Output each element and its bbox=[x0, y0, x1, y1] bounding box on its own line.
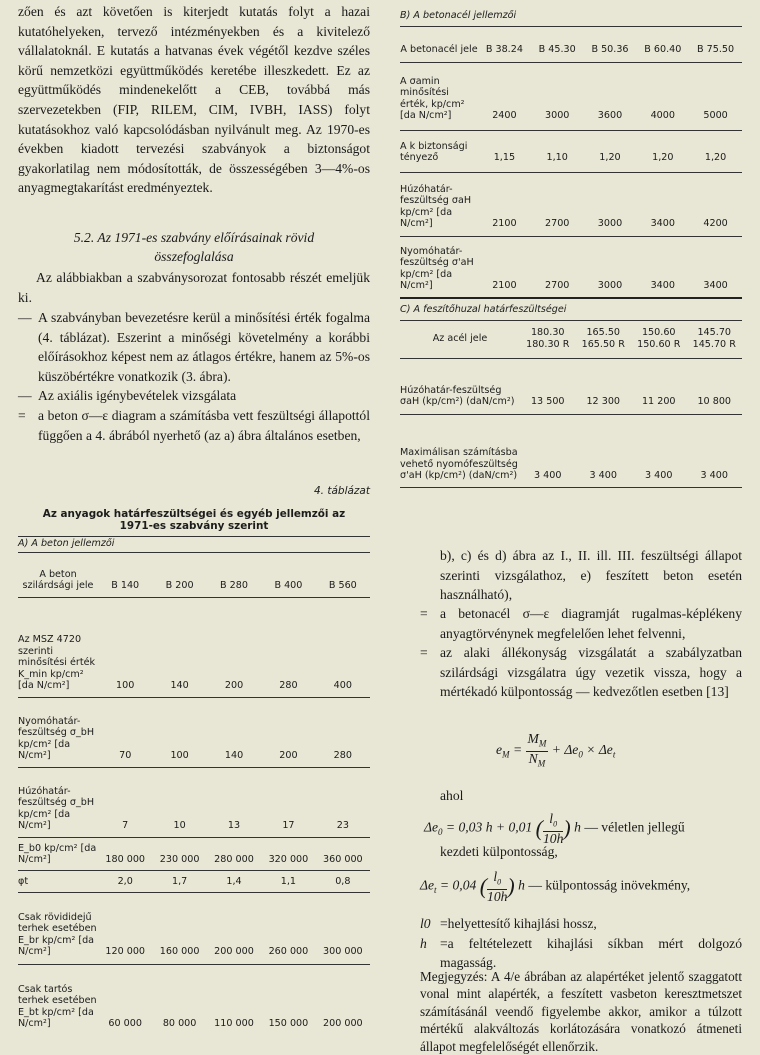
list-item: = az alaki állékonyság vizsgálatát a szabályzatban szilárdsági vizsgálatra úgy vezetik vissza, hogy a mértékadó külpontosság — kedvezőtlen esetben [13] bbox=[420, 645, 742, 700]
section-intro: Az alábbiakban a szabványsorozat fontosabb részét emeljük ki. bbox=[18, 270, 370, 305]
definition-item: l0 =helyettesítő kihajlási hossz, bbox=[420, 916, 597, 931]
equation-em bbox=[496, 732, 736, 770]
equation-de0: $\Delta e_0 = 0,03$ h + 0,01 ( $\frac{l_0}{10h}$ ) h — véletlen jellegű bbox=[424, 811, 685, 846]
table-row: Csak rövididejű terhek esetében E_br kp/cm² [da N/cm²] 120 000 160 000 200 000 260 000 300 000 bbox=[18, 911, 363, 958]
bullet-item: — Az axiális igénybevételek vizsgálata bbox=[18, 388, 237, 404]
table-a-heading: A) A beton jellemzői bbox=[18, 538, 115, 549]
equation-det: $\Delta e_t = 0,04$ ( $\frac{l_0}{10h}$ ) h — külpontosság inövekmény, bbox=[420, 869, 691, 904]
table-row: Húzóhatár-feszültség σaH kp/cm² [da N/cm²] 2100 2700 3000 3400 4200 bbox=[400, 183, 728, 230]
note-paragraph: Megjegyzés: A 4/e ábrában az alapértéket jelentő szaggatott vonal mint alapérték, a feszített vasbeton keresztmetszet számításánál veendő figyelembe akkor, amikor a túlzott mértékű alakváltozás korlátozására vonatkozó átmeneti állapot megfelelőségét ellenőrzik. bbox=[420, 969, 742, 1054]
table-4 bbox=[18, 486, 370, 1036]
equation-text: $e_M$ = $\frac{M_M}{N_M}$ + $\Delta e_0 \times \Delta e_t$ bbox=[496, 731, 616, 769]
ahol-label: ahol bbox=[440, 788, 464, 803]
table-b-heading: B) A betonacél jellemzői bbox=[400, 10, 517, 21]
table-row: Húzóhatár-feszültség σ_bH kp/cm² [da N/cm²] 7 10 13 17 23 bbox=[18, 785, 349, 832]
table-row: Maximálisan számításba vehető nyomófeszültség σ'aH (kp/cm²) (daN/cm²) 3 400 3 400 3 400 3 400 bbox=[400, 447, 728, 482]
continued-text: b), c) és d) ábra az I., II. ill. III. feszültségi állapot szerinti vizsgálathoz, e) feszített beton esetén használható), bbox=[440, 548, 742, 603]
table-row: A σamin minősítési érték, kp/cm² [da N/cm²] 2400 3000 3600 4000 5000 bbox=[400, 75, 728, 122]
section-title-line1: 5.2. Az 1971-es szabvány előírásainak rövid bbox=[73, 230, 315, 245]
definitions bbox=[420, 914, 742, 973]
bullet-list bbox=[18, 308, 370, 445]
table-row: Az MSZ 4720 szerinti minősítési érték K_min kp/cm² [da N/cm²] 100 140 200 280 400 bbox=[18, 634, 352, 692]
table-row: Csak tartós terhek esetében E_bt kp/cm² [da N/cm²] 60 000 80 000 110 000 150 000 200 000 bbox=[18, 983, 363, 1030]
table-a-header: A beton szilárdsági jele B 140 B 200 B 280 B 400 B 560 bbox=[22, 568, 357, 592]
eq1-continuation: kezdeti külpontosság, bbox=[440, 844, 558, 859]
table-4-continued bbox=[400, 4, 742, 484]
table-title: Az anyagok határfeszültségei és egyéb jellemzői az 1971-es szabvány szerint bbox=[42, 508, 346, 532]
table-label: 4. táblázat bbox=[314, 485, 370, 497]
table-row: φt 2,0 1,7 1,4 1,1 0,8 bbox=[18, 876, 351, 888]
table-row: A k biztonsági tényező 1,15 1,10 1,20 1,20 1,20 bbox=[400, 140, 727, 164]
section-title-line2: összefoglalása bbox=[154, 249, 234, 264]
table-b-header: A betonacél jele B 38.24 B 45.30 B 50.36 B 60.40 B 75.50 bbox=[400, 44, 735, 56]
list-item: = a betonacél σ—ε diagramját rugalmas-képlékeny anyagtörvénynek megfelelően lehet felvenni, bbox=[420, 606, 742, 641]
table-row: Nyomóhatár-feszültség σ_bH kp/cm² [da N/cm²] 70 100 140 200 280 bbox=[18, 715, 352, 762]
table-row: Húzóhatár-feszültség σaH (kp/cm²) (daN/cm²) 13 500 12 300 11 200 10 800 bbox=[400, 384, 732, 408]
table-c-heading: C) A feszítőhuzal határfeszültségei bbox=[400, 304, 567, 315]
table-row: E_b0 kp/cm² [da N/cm²] 180 000 230 000 280 000 320 000 360 000 bbox=[18, 842, 363, 866]
bullet-item: = a beton σ—ε diagram a számításba vett feszültségi állapottól függően a 4. ábrából nyerhető (az a) ábra általános esetben, bbox=[18, 407, 370, 443]
bullet-item: — A szabványban bevezetésre kerül a minősítési érték fogalma (4. táblázat). Eszerint a minőségi követelmény a korábbi előírásokhoz képest nem az átlagos értékre, hanem az 5%-os küszöbértékre vonatkozik (3. ábra). bbox=[18, 310, 370, 384]
definition-item: h =a feltételezett kihajlási síkban mért dolgozó magasság. bbox=[420, 935, 742, 971]
table-c-header: Az acél jele 180.30 180.30 R 165.50 165.50 R 150.60 150.60 R 145.70 145.70 R bbox=[432, 327, 736, 350]
right-list bbox=[420, 604, 742, 702]
table-row: Nyomóhatár-feszültség σ'aH kp/cm² [da N/cm²] 2100 2700 3000 3400 3400 bbox=[400, 245, 728, 292]
intro-paragraph: zően és azt követően is kiterjedt kutatás folyt a hazai kutatóhelyeken, tervező intézményekben és a kivitelező vállalatoknál. E kutatás a hatvanas évek végétől kezdve széles körű nemzetközi együttműködés keretébe illeszkedett. Ez az együttműködés mindenekelőtt a CEB, továbbá más szervezetekben (FIP, RILEM, CIM, IVBH, IASS) folyt kutatásokhoz való kapcsolódásban nyilvánult meg. Az 1970-es években kiadott tervezési szabványok a biztonságot gyakorlatilag nem módosították, de összességében 3—4%-os anyagmegtakarítást eredményeztek. bbox=[18, 4, 370, 196]
